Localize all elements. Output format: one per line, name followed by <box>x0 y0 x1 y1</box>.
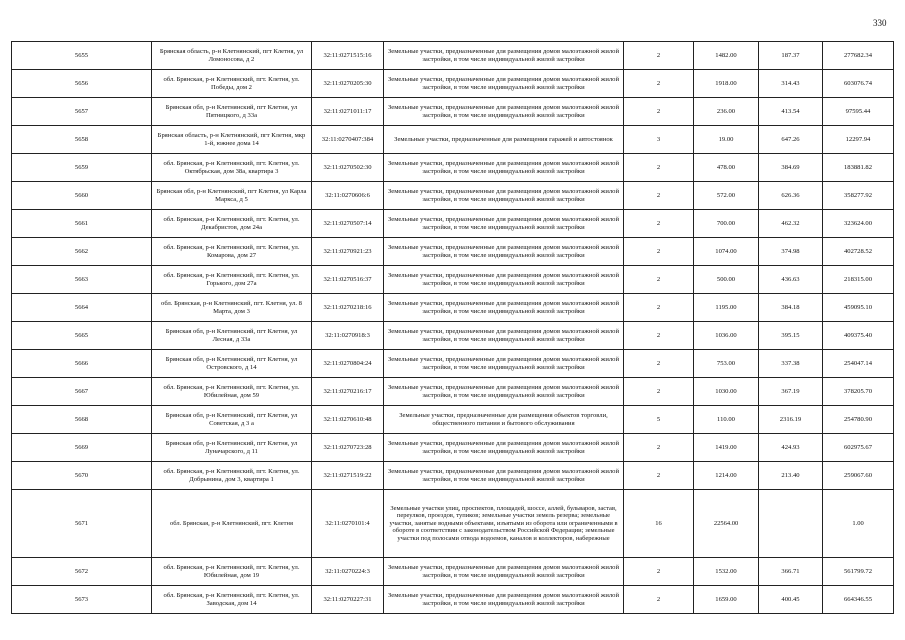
row-number: 5671 <box>12 490 152 558</box>
cadastral-number-cell: 32:11:0270507:14 <box>312 210 384 238</box>
address-cell: Брянская область, р-н Клетнянский, пгт Клетня, мкр 1-й, южнее дома 14 <box>152 126 312 154</box>
address-cell: обл. Брянская, р-н Клетнянский, пгт. Клетня <box>152 490 312 558</box>
specific-value-cell: 436.63 <box>759 266 823 294</box>
specific-value-cell: 314.43 <box>759 70 823 98</box>
table-row <box>12 322 894 350</box>
cadastral-number-cell: 32:11:0270606:6 <box>312 182 384 210</box>
land-use-cell: Земельные участки улиц, проспектов, площадей, шоссе, аллей, бульваров, застав, переулков, проездов, тупиков; земельные участки земель резерва; земельные участки, занятые водными объектами, изъятыми из оборота или ограниченными в обороте в соответствии с законодательством Российской Федерации; земельные участки под полосами отвода водоемов, каналов и коллекторов, набережные <box>384 490 624 558</box>
table-row <box>12 42 894 70</box>
table-row <box>12 238 894 266</box>
group-cell: 2 <box>624 154 694 182</box>
group-cell: 2 <box>624 238 694 266</box>
area-cell: 1918.00 <box>694 70 759 98</box>
table-row <box>12 558 894 586</box>
land-use-cell: Земельные участки, предназначенные для размещения объектов торговли, общественного питания и бытового обслуживания <box>384 406 624 434</box>
cadastral-value-cell: 409375.40 <box>823 322 894 350</box>
table-row <box>12 406 894 434</box>
row-number: 5664 <box>12 294 152 322</box>
address-cell: Брянская обл, р-н Клетнянский, пгт Клетня, ул Карла Маркса, д 5 <box>152 182 312 210</box>
area-cell: 19.00 <box>694 126 759 154</box>
land-use-cell: Земельные участки, предназначенные для размещения домов малоэтажной жилой застройки, в том числе индивидуальной жилой застройки <box>384 558 624 586</box>
area-cell: 1214.00 <box>694 462 759 490</box>
cadastral-value-cell: 259067.60 <box>823 462 894 490</box>
table-row <box>12 350 894 378</box>
group-cell: 2 <box>624 210 694 238</box>
address-cell: обл. Брянская, р-н Клетнянский, пгт. Клетня, ул. Добрынина, дом 3, квартира 1 <box>152 462 312 490</box>
table-row <box>12 434 894 462</box>
row-number: 5667 <box>12 378 152 406</box>
specific-value-cell: 187.37 <box>759 42 823 70</box>
address-cell: обл. Брянская, р-н Клетнянский, пгт. Клетня, ул. Горького, дом 27а <box>152 266 312 294</box>
specific-value-cell: 424.93 <box>759 434 823 462</box>
cadastral-value-cell: 603076.74 <box>823 70 894 98</box>
table-row <box>12 70 894 98</box>
cadastral-number-cell: 32:11:0271515:16 <box>312 42 384 70</box>
row-number: 5662 <box>12 238 152 266</box>
specific-value-cell: 2316.19 <box>759 406 823 434</box>
group-cell: 2 <box>624 294 694 322</box>
area-cell: 753.00 <box>694 350 759 378</box>
specific-value-cell: 366.71 <box>759 558 823 586</box>
specific-value-cell: 367.19 <box>759 378 823 406</box>
specific-value-cell: 400.45 <box>759 586 823 614</box>
cadastral-value-cell: 97595.44 <box>823 98 894 126</box>
group-cell: 2 <box>624 70 694 98</box>
cadastral-number-cell: 32:11:0270723:28 <box>312 434 384 462</box>
address-cell: обл. Брянская, р-н Клетнянский, пгт. Клетня, ул. Заводская, дом 14 <box>152 586 312 614</box>
address-cell: обл. Брянская, р-н Клетнянский, пгт. Клетня, ул. 8 Марта, дом 3 <box>152 294 312 322</box>
group-cell: 5 <box>624 406 694 434</box>
specific-value-cell: 374.98 <box>759 238 823 266</box>
specific-value-cell: 384.18 <box>759 294 823 322</box>
land-use-cell: Земельные участки, предназначенные для размещения домов малоэтажной жилой застройки, в том числе индивидуальной жилой застройки <box>384 462 624 490</box>
group-cell: 2 <box>624 558 694 586</box>
area-cell: 1074.00 <box>694 238 759 266</box>
area-cell: 572.00 <box>694 182 759 210</box>
row-number: 5672 <box>12 558 152 586</box>
address-cell: Брянская обл, р-н Клетнянский, пгт Клетня, ул Луначарского, д 11 <box>152 434 312 462</box>
land-use-cell: Земельные участки, предназначенные для размещения домов малоэтажной жилой застройки, в том числе индивидуальной жилой застройки <box>384 70 624 98</box>
table-row <box>12 126 894 154</box>
group-cell: 2 <box>624 266 694 294</box>
cadastral-number-cell: 32:11:0270516:37 <box>312 266 384 294</box>
cadastral-number-cell: 32:11:0270804:24 <box>312 350 384 378</box>
address-cell: Брянская обл, р-н Клетнянский, пгт Клетня, ул Советская, д 3 а <box>152 406 312 434</box>
row-number: 5673 <box>12 586 152 614</box>
group-cell: 16 <box>624 490 694 558</box>
area-cell: 500.00 <box>694 266 759 294</box>
row-number: 5655 <box>12 42 152 70</box>
row-number: 5659 <box>12 154 152 182</box>
row-number: 5658 <box>12 126 152 154</box>
cadastral-value-cell: 664346.55 <box>823 586 894 614</box>
cadastral-value-cell: 1.00 <box>823 490 894 558</box>
cadastral-number-cell: 32:11:0270218:16 <box>312 294 384 322</box>
table-row <box>12 490 894 558</box>
address-cell: Брянская обл, р-н Клетнянский, пгт Клетня, ул Островского, д 14 <box>152 350 312 378</box>
specific-value-cell: 395.15 <box>759 322 823 350</box>
land-use-cell: Земельные участки, предназначенные для размещения домов малоэтажной жилой застройки, в том числе индивидуальной жилой застройки <box>384 210 624 238</box>
group-cell: 2 <box>624 462 694 490</box>
table-row <box>12 210 894 238</box>
address-cell: Брянская обл, р-н Клетнянский, пгт Клетня, ул Лесная, д 33а <box>152 322 312 350</box>
group-cell: 2 <box>624 322 694 350</box>
specific-value-cell: 647.26 <box>759 126 823 154</box>
land-use-cell: Земельные участки, предназначенные для размещения домов малоэтажной жилой застройки, в том числе индивидуальной жилой застройки <box>384 182 624 210</box>
group-cell: 3 <box>624 126 694 154</box>
group-cell: 2 <box>624 586 694 614</box>
table-row <box>12 266 894 294</box>
address-cell: обл. Брянская, р-н Клетнянский, пгт. Клетня, ул. Победы, дом 2 <box>152 70 312 98</box>
cadastral-number-cell: 32:11:0270407:384 <box>312 126 384 154</box>
address-cell: обл. Брянская, р-н Клетнянский, пгт. Клетня, ул. Юбилейная, дом 59 <box>152 378 312 406</box>
cadastral-value-cell: 459095.10 <box>823 294 894 322</box>
specific-value-cell <box>759 490 823 558</box>
land-use-cell: Земельные участки, предназначенные для размещения домов малоэтажной жилой застройки, в том числе индивидуальной жилой застройки <box>384 434 624 462</box>
cadastral-value-cell: 323624.00 <box>823 210 894 238</box>
specific-value-cell: 213.40 <box>759 462 823 490</box>
group-cell: 2 <box>624 98 694 126</box>
land-use-cell: Земельные участки, предназначенные для размещения домов малоэтажной жилой застройки, в том числе индивидуальной жилой застройки <box>384 238 624 266</box>
area-cell: 1532.00 <box>694 558 759 586</box>
area-cell: 1482.00 <box>694 42 759 70</box>
cadastral-number-cell: 32:11:0270918:3 <box>312 322 384 350</box>
area-cell: 700.00 <box>694 210 759 238</box>
group-cell: 2 <box>624 350 694 378</box>
row-number: 5670 <box>12 462 152 490</box>
land-use-cell: Земельные участки, предназначенные для размещения гаражей и автостоянок <box>384 126 624 154</box>
area-cell: 110.00 <box>694 406 759 434</box>
area-cell: 1419.00 <box>694 434 759 462</box>
row-number: 5665 <box>12 322 152 350</box>
table-row <box>12 586 894 614</box>
land-use-cell: Земельные участки, предназначенные для размещения домов малоэтажной жилой застройки, в том числе индивидуальной жилой застройки <box>384 378 624 406</box>
area-cell: 1659.00 <box>694 586 759 614</box>
land-use-cell: Земельные участки, предназначенные для размещения домов малоэтажной жилой застройки, в том числе индивидуальной жилой застройки <box>384 294 624 322</box>
address-cell: обл. Брянская, р-н Клетнянский, пгт. Клетня, ул. Октябрьская, дом 38а, квартира 3 <box>152 154 312 182</box>
cadastral-number-cell: 32:11:0270205:30 <box>312 70 384 98</box>
land-use-cell: Земельные участки, предназначенные для размещения домов малоэтажной жилой застройки, в том числе индивидуальной жилой застройки <box>384 586 624 614</box>
land-use-cell: Земельные участки, предназначенные для размещения домов малоэтажной жилой застройки, в том числе индивидуальной жилой застройки <box>384 322 624 350</box>
area-cell: 22564.00 <box>694 490 759 558</box>
cadastral-value-cell: 561799.72 <box>823 558 894 586</box>
area-cell: 236.00 <box>694 98 759 126</box>
cadastral-number-cell: 32:11:0270227:31 <box>312 586 384 614</box>
area-cell: 1030.00 <box>694 378 759 406</box>
cadastral-value-cell: 277682.34 <box>823 42 894 70</box>
cadastral-value-cell: 358277.92 <box>823 182 894 210</box>
table-row <box>12 294 894 322</box>
group-cell: 2 <box>624 182 694 210</box>
area-cell: 1036.00 <box>694 322 759 350</box>
table-row <box>12 154 894 182</box>
cadastral-value-cell: 12297.94 <box>823 126 894 154</box>
cadastral-number-cell: 32:11:0270502:30 <box>312 154 384 182</box>
specific-value-cell: 413.54 <box>759 98 823 126</box>
row-number: 5668 <box>12 406 152 434</box>
row-number: 5661 <box>12 210 152 238</box>
cadastral-value-cell: 218315.00 <box>823 266 894 294</box>
table-body <box>12 42 894 614</box>
cadastral-value-cell: 602975.67 <box>823 434 894 462</box>
table-row <box>12 462 894 490</box>
address-cell: Брянская область, р-н Клетнянский, пгт Клетня, ул Ломоносова, д 2 <box>152 42 312 70</box>
address-cell: Брянская обл, р-н Клетнянский, пгт Клетня, ул Пятницкого, д 33а <box>152 98 312 126</box>
cadastral-value-cell: 254047.14 <box>823 350 894 378</box>
cadastral-number-cell: 32:11:0270921:23 <box>312 238 384 266</box>
specific-value-cell: 337.38 <box>759 350 823 378</box>
land-use-cell: Земельные участки, предназначенные для размещения домов малоэтажной жилой застройки, в том числе индивидуальной жилой застройки <box>384 42 624 70</box>
table-row <box>12 182 894 210</box>
address-cell: обл. Брянская, р-н Клетнянский, пгт. Клетня, ул. Юбилейная, дом 19 <box>152 558 312 586</box>
row-number: 5666 <box>12 350 152 378</box>
land-use-cell: Земельные участки, предназначенные для размещения домов малоэтажной жилой застройки, в том числе индивидуальной жилой застройки <box>384 350 624 378</box>
address-cell: обл. Брянская, р-н Клетнянский, пгт. Клетня, ул. Декабристов, дом 24а <box>152 210 312 238</box>
land-use-cell: Земельные участки, предназначенные для размещения домов малоэтажной жилой застройки, в том числе индивидуальной жилой застройки <box>384 266 624 294</box>
row-number: 5663 <box>12 266 152 294</box>
page-number: 330 <box>873 18 887 28</box>
cadastral-number-cell: 32:11:0271011:17 <box>312 98 384 126</box>
cadastral-number-cell: 32:11:0271519:22 <box>312 462 384 490</box>
cadastral-number-cell: 32:11:0270216:17 <box>312 378 384 406</box>
address-cell: обл. Брянская, р-н Клетнянский, пгт. Клетня, ул. Комарова, дом 27 <box>152 238 312 266</box>
area-cell: 1195.00 <box>694 294 759 322</box>
group-cell: 2 <box>624 434 694 462</box>
land-use-cell: Земельные участки, предназначенные для размещения домов малоэтажной жилой застройки, в том числе индивидуальной жилой застройки <box>384 154 624 182</box>
row-number: 5656 <box>12 70 152 98</box>
cadastral-number-cell: 32:11:0270610:48 <box>312 406 384 434</box>
cadastral-value-cell: 402728.52 <box>823 238 894 266</box>
cadastral-number-cell: 32:11:0270224:3 <box>312 558 384 586</box>
group-cell: 2 <box>624 42 694 70</box>
cadastral-value-table <box>11 41 894 614</box>
cadastral-number-cell: 32:11:0270101:4 <box>312 490 384 558</box>
table-row <box>12 378 894 406</box>
specific-value-cell: 462.32 <box>759 210 823 238</box>
row-number: 5669 <box>12 434 152 462</box>
table-row <box>12 98 894 126</box>
cadastral-value-cell: 183881.82 <box>823 154 894 182</box>
specific-value-cell: 626.36 <box>759 182 823 210</box>
land-use-cell: Земельные участки, предназначенные для размещения домов малоэтажной жилой застройки, в том числе индивидуальной жилой застройки <box>384 98 624 126</box>
row-number: 5660 <box>12 182 152 210</box>
cadastral-value-cell: 254780.90 <box>823 406 894 434</box>
group-cell: 2 <box>624 378 694 406</box>
cadastral-value-cell: 378205.70 <box>823 378 894 406</box>
row-number: 5657 <box>12 98 152 126</box>
area-cell: 478.00 <box>694 154 759 182</box>
specific-value-cell: 384.69 <box>759 154 823 182</box>
